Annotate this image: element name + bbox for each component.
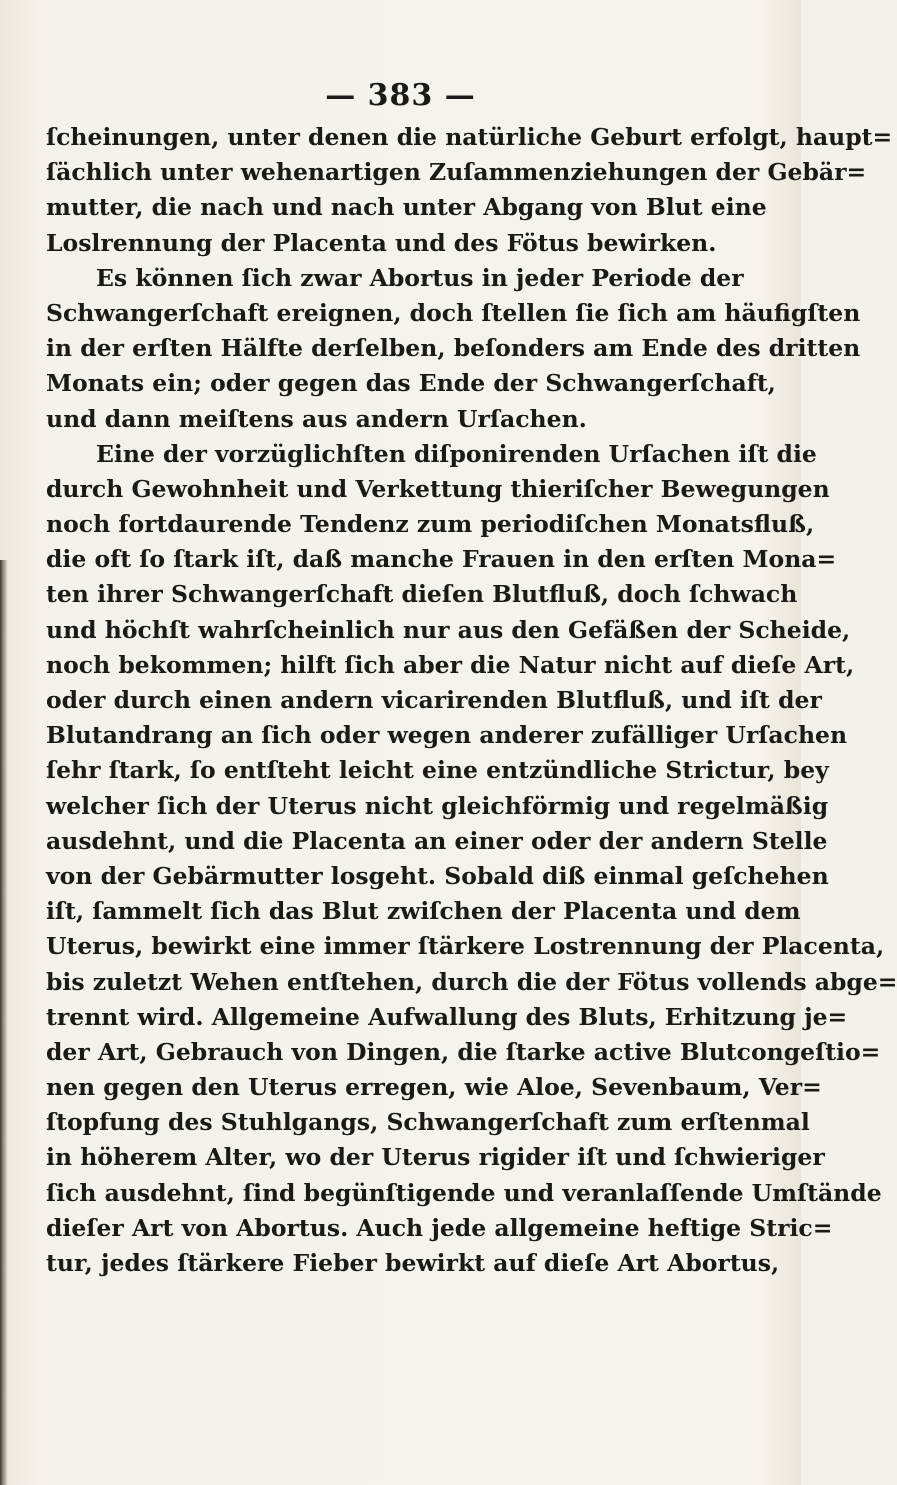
text-line: Eine der vorzüglichſten diſponirenden Urſachen iſt die xyxy=(96,439,817,468)
text-line: noch bekommen; hilft ſich aber die Natur nicht auf dieſe Art, xyxy=(46,650,855,679)
text-line: Es können ſich zwar Abortus in jeder Periode der xyxy=(96,263,744,292)
text-line: Loslrennung der Placenta und des Fötus bewirken. xyxy=(46,228,717,257)
text-line: mutter, die nach und nach unter Abgang von Blut eine xyxy=(46,193,767,222)
body-text xyxy=(46,120,897,1281)
text-line: ausdehnt, und die Placenta an einer oder der andern Stelle xyxy=(46,826,828,855)
text-line: der Art, Gebrauch von Dingen, die ſtarke active Blutcongeſtio= xyxy=(46,1037,881,1066)
text-line: von der Gebärmutter losgeht. Sobald diß einmal geſchehen xyxy=(46,861,829,890)
paragraph-3 xyxy=(46,437,897,1282)
text-line: ten ihrer Schwangerſchaft dieſen Blutfluß, doch ſchwach xyxy=(46,580,798,609)
text-line: welcher ſich der Uterus nicht gleichförmig und regelmäßig xyxy=(46,791,829,820)
text-line: nen gegen den Uterus erregen, wie Aloe, Sevenbaum, Ver= xyxy=(46,1073,822,1102)
text-line: und höchſt wahrſcheinlich nur aus den Gefäßen der Scheide, xyxy=(46,615,851,644)
text-line: iſt, ſammelt ſich das Blut zwiſchen der Placenta und dem xyxy=(46,897,801,926)
text-line: und dann meiſtens aus andern Urſachen. xyxy=(46,404,587,433)
text-line: bis zuletzt Wehen entſtehen, durch die der Fötus vollends abge= xyxy=(46,967,897,996)
paragraph-1 xyxy=(46,120,893,261)
page-number: — 383 — xyxy=(325,78,476,113)
text-line: noch fortdaurende Tendenz zum periodiſchen Monatsfluß, xyxy=(46,510,815,539)
text-line: oder durch einen andern vicarirenden Blutfluß, und iſt der xyxy=(46,686,822,714)
text-line: tur, jedes ſtärkere Fieber bewirkt auf dieſe Art Abortus, xyxy=(46,1249,780,1277)
text-line: ſächlich unter wehenartigen Zuſammenziehungen der Gebär= xyxy=(46,158,867,187)
text-line: Monats ein; oder gegen das Ende der Schwangerſchaft, xyxy=(46,369,776,398)
text-line: ſich ausdehnt, ſind begünſtigende und veranlaſſende Umſtände xyxy=(46,1178,882,1207)
text-line: dieſer Art von Abortus. Auch jede allgemeine heftige Stric= xyxy=(46,1213,833,1242)
page-gutter-shadow xyxy=(0,560,8,1485)
paragraph-2 xyxy=(46,261,861,437)
text-line: durch Gewohnheit und Verkettung thieriſcher Bewegungen xyxy=(46,474,830,503)
text-line: ſcheinungen, unter denen die natürliche Geburt erfolgt, haupt= xyxy=(46,123,893,151)
text-line: ſtopfung des Stuhlgangs, Schwangerſchaft zum erſtenmal xyxy=(46,1108,810,1137)
text-line: trennt wird. Allgemeine Aufwallung des Bluts, Erhitzung je= xyxy=(46,1002,848,1031)
text-line: Schwangerſchaft ereignen, doch ſtellen ſie ſich am häufigſten xyxy=(46,298,861,327)
text-line: in höherem Alter, wo der Uterus rigider iſt und ſchwieriger xyxy=(46,1143,825,1172)
text-line: Uterus, bewirkt eine immer ſtärkere Lostrennung der Placenta, xyxy=(46,932,885,961)
text-line: ſehr ſtark, ſo entſteht leicht eine entzündliche Strictur, bey xyxy=(46,756,829,785)
text-line: in der erſten Hälfte derſelben, beſonders am Ende des dritten xyxy=(46,334,861,363)
text-line: Blutandrang an ſich oder wegen anderer zufälliger Urſachen xyxy=(46,721,848,750)
text-line: die oft ſo ſtark iſt, daß manche Frauen in den erſten Mona= xyxy=(46,545,837,574)
